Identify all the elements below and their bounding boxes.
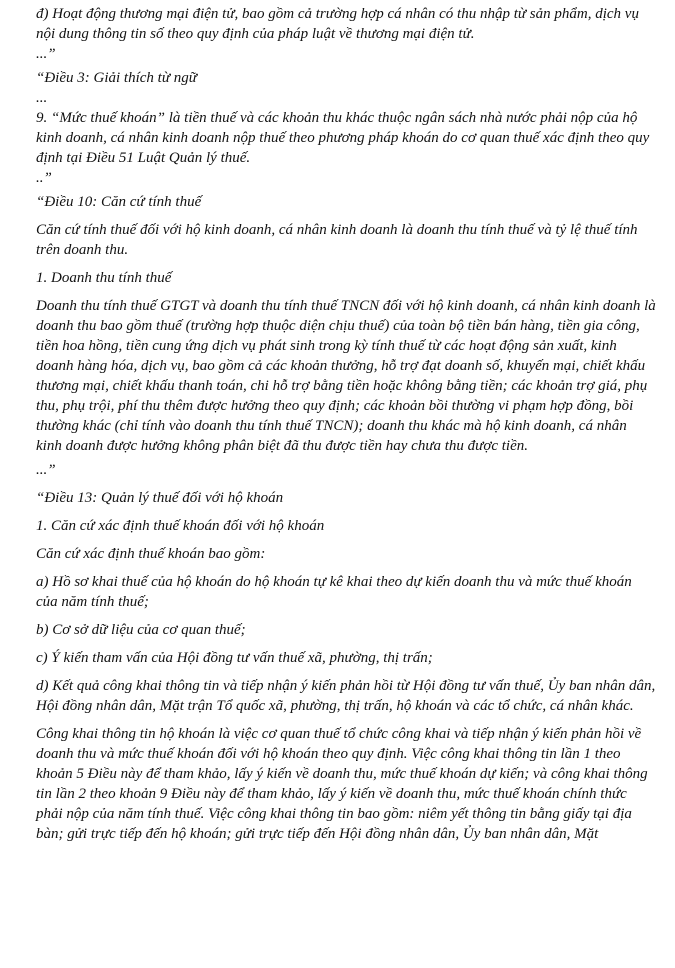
tax-basis-paragraph: Căn cứ tính thuế đối với hộ kinh doanh, cá nhân kinh doanh là doanh thu tính thuế và tỷ lệ thuế tính trên doanh thu. [36, 222, 638, 258]
article-3-heading: “Điều 3: Giải thích từ ngữ [36, 70, 197, 86]
ellipsis-close-quote: ..” [36, 170, 52, 186]
paragraph-e-commerce: đ) Hoạt động thương mại điện tử, bao gồm cả trường hợp cá nhân có thu nhập từ sản phẩm, dịch vụ nội dung thông tin số theo quy định của pháp luật về thương mại điện tử. [36, 6, 639, 42]
document-page [36, 4, 656, 844]
basis-item-b: b) Cơ sở dữ liệu của cơ quan thuế; [36, 622, 246, 638]
presumptive-tax-basis-heading: 1. Căn cứ xác định thuế khoán đối với hộ khoán [36, 518, 325, 534]
public-disclosure-paragraph: Công khai thông tin hộ khoán là việc cơ quan thuế tổ chức công khai và tiếp nhận ý kiến phản hồi về doanh thu và mức thuế khoán đối với hộ khoán theo quy định. Việc công khai thông tin lần 1 theo khoản 5 Điều này để tham khảo, lấy ý kiến về doanh thu, mức thuế khoán dự kiến; và công khai thông tin lần 2 theo khoản 9 Điều này để tham khảo, lấy ý kiến về doanh thu, mức thuế khoán chính thức phải nộp của năm tính thuế. Việc công khai thông tin bao gồm: niêm yết thông tin bằng giấy tại địa bàn; gửi trực tiếp đến hộ khoán; gửi trực tiếp đến Hội đồng nhân dân, Ủy ban nhân dân, Mặt [36, 726, 648, 842]
article-10-heading: “Điều 10: Căn cứ tính thuế [36, 194, 202, 210]
ellipsis-close-quote: ...” [36, 46, 56, 62]
basis-list-intro: Căn cứ xác định thuế khoán bao gồm: [36, 546, 266, 562]
basis-item-c: c) Ý kiến tham vấn của Hội đồng tư vấn thuế xã, phường, thị trấn; [36, 650, 433, 666]
article-13-heading: “Điều 13: Quản lý thuế đối với hộ khoán [36, 490, 284, 506]
definition-9: 9. “Mức thuế khoán” là tiền thuế và các khoản thu khác thuộc ngân sách nhà nước phải nộp của hộ kinh doanh, cá nhân kinh doanh nộp thuế theo phương pháp khoán do cơ quan thuế xác định theo quy định tại Điều 51 Luật Quản lý thuế. [36, 110, 650, 166]
taxable-revenue-heading: 1. Doanh thu tính thuế [36, 270, 172, 286]
taxable-revenue-paragraph: Doanh thu tính thuế GTGT và doanh thu tính thuế TNCN đối với hộ kinh doanh, cá nhân kinh doanh là doanh thu bao gồm thuế (trường hợp thuộc diện chịu thuế) của toàn bộ tiền bán hàng, tiền gia công, tiền hoa hồng, tiền cung ứng dịch vụ phát sinh trong kỳ tính thuế từ các hoạt động sản xuất, kinh doanh hàng hóa, dịch vụ, bao gồm cả các khoản thưởng, hỗ trợ đạt doanh số, khuyến mại, chiết khấu thương mại, chiết khấu thanh toán, chi hỗ trợ bằng tiền hoặc không bằng tiền; các khoản trợ giá, phụ thu, phụ trội, phí thu thêm được hưởng theo quy định; các khoản bồi thường vi phạm hợp đồng, bồi thường khác (chỉ tính vào doanh thu tính thuế TNCN); doanh thu khác mà hộ kinh doanh, cá nhân kinh doanh được hưởng không phân biệt đã thu được tiền hay chưa thu được tiền. [36, 298, 656, 454]
ellipsis: ... [36, 90, 48, 106]
basis-item-d: d) Kết quả công khai thông tin và tiếp nhận ý kiến phản hồi từ Hội đồng tư vấn thuế, Ủy ban nhân dân, Hội đồng nhân dân, Mặt trận Tổ quốc xã, phường, thị trấn, hộ khoán và các tổ chức, cá nhân khác. [36, 678, 656, 714]
basis-item-a: a) Hồ sơ khai thuế của hộ khoán do hộ khoán tự kê khai theo dự kiến doanh thu và mức thuế khoán của năm tính thuế; [36, 574, 632, 610]
ellipsis-close-quote: ...” [36, 462, 56, 478]
